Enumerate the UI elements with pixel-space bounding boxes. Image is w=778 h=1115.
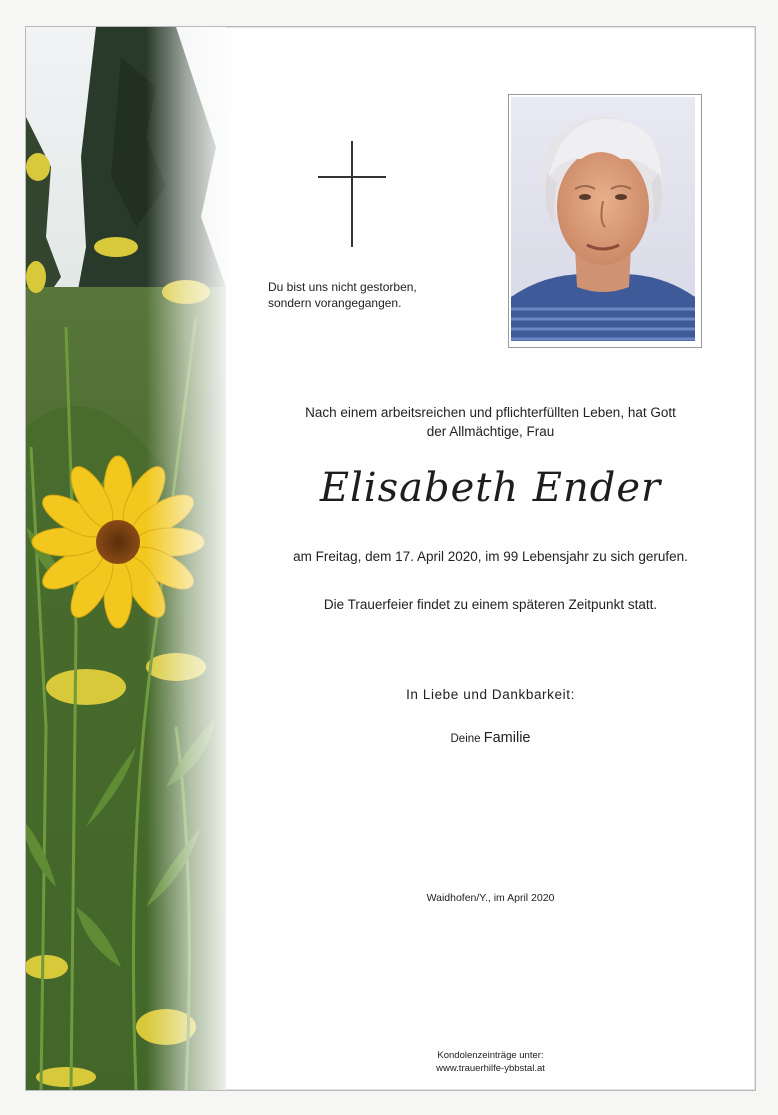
- condolence-info: [226, 1049, 755, 1075]
- condolence-url[interactable]: www.trauerhilfe-ybbstal.at: [436, 1063, 545, 1074]
- death-notice: am Freitag, dem 17. April 2020, im 99 Lebensjahr zu sich gerufen.: [293, 549, 688, 564]
- quote-line-2: sondern vorangegangen.: [268, 296, 402, 310]
- portrait-photo: [508, 94, 702, 348]
- family-word: Familie: [483, 730, 531, 746]
- deceased-name: Elisabeth Ender: [319, 465, 662, 511]
- intro-line-2: der Allmächtige, Frau: [426, 424, 555, 439]
- sunflower-photo: [26, 27, 226, 1090]
- portrait-image: [511, 97, 695, 341]
- thanks-text: In Liebe und Dankbarkeit:: [406, 687, 575, 702]
- condolence-label: Kondolenzeinträge unter:: [437, 1050, 544, 1061]
- intro-text: [226, 403, 755, 441]
- place-date: Waidhofen/Y., im April 2020: [426, 892, 555, 904]
- family-prefix: Deine: [450, 733, 481, 745]
- quote-line-1: Du bist uns nicht gestorben,: [268, 280, 417, 294]
- cross-icon: [318, 141, 386, 247]
- obituary-frame: [25, 26, 756, 1091]
- intro-line-1: Nach einem arbeitsreichen und pflichterfüllten Leben, hat Gott: [305, 405, 676, 420]
- photo-fade: [146, 27, 226, 1090]
- memorial-quote: [268, 279, 468, 311]
- family-signature: [226, 730, 755, 746]
- funeral-notice: Die Trauerfeier findet zu einem späteren Zeitpunkt statt.: [323, 597, 658, 612]
